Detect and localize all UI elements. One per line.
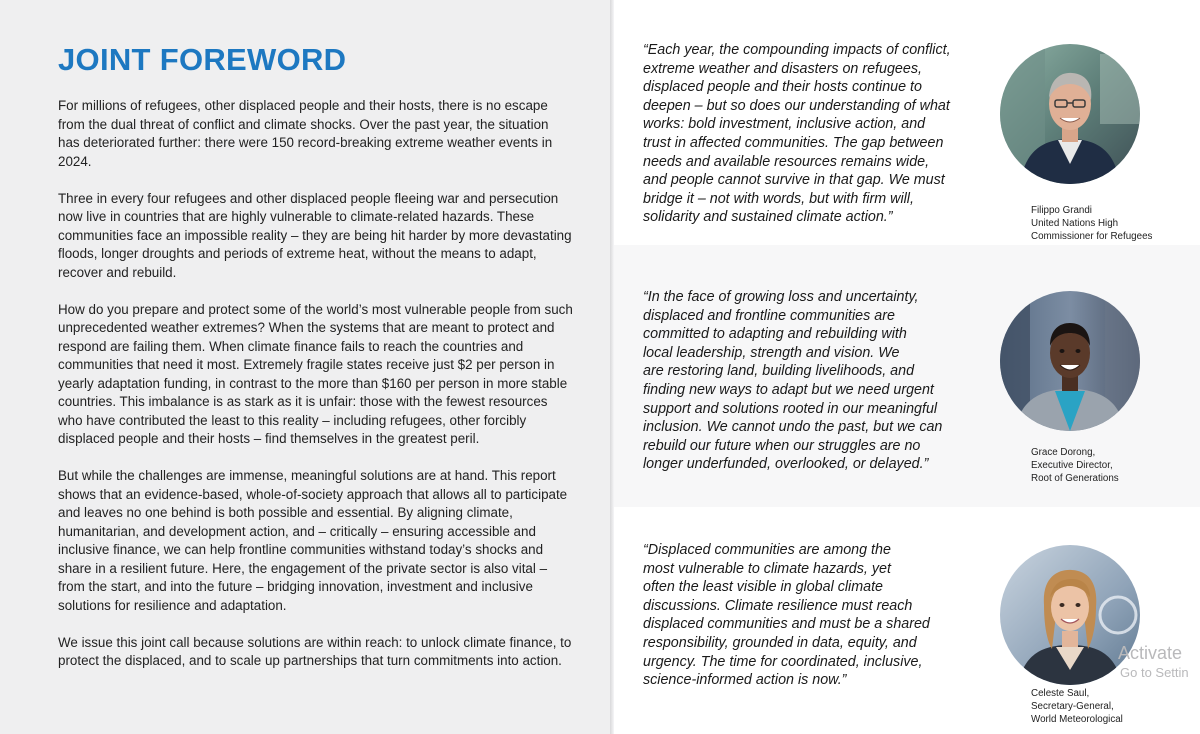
attribution: Grace Dorong, Executive Director, Root of Generations	[1031, 447, 1119, 484]
quote-block-saul	[614, 507, 1200, 734]
quote-block-dorong	[614, 245, 1200, 507]
page-title: JOINT FOREWORD	[58, 42, 347, 77]
paragraph: Three in every four refugees and other displaced people fleeing war and persecution now live in countries that are highly vulnerable to climate-related hazards. These communities face an impossible reality – they are being hit harder by more devastating floods, longer droughts and periods of extreme heat, without the means to adapt, recover and rebuild.	[58, 190, 572, 280]
portrait-photo	[1000, 291, 1140, 431]
right-page	[614, 0, 1200, 734]
watermark-line-2: Go to Settin	[1120, 665, 1189, 680]
attribution: Filippo Grandi United Nations High Commissioner for Refugees	[1031, 205, 1153, 242]
quote-text: “Displaced communities are among the most vulnerable to climate hazards, yet often the least visible in global climate discussions. Climate resilience must reach displaced communities and must be a shared responsibility, grounded in data, equity, and urgency. The time for coordinated, inclusive, science-informed action is now.”	[643, 542, 930, 689]
paragraph: We issue this joint call because solutions are within reach: to unlock climate finance, to protect the displaced, and to scale up partnerships that turn commitments into action.	[58, 634, 572, 668]
portrait-photo	[1000, 44, 1140, 184]
quote-text: “In the face of growing loss and uncertainty, displaced and frontline communities are committed to adapting and rebuilding with local leadership, strength and vision. We are restoring land, building livelihoods, and finding new ways to adapt but we need urgent support and solutions rooted in our meaningful inclusion. We cannot undo the past, but we can rebuild our future when our struggles are no longer underfunded, overlooked, or delayed.”	[643, 289, 943, 473]
watermark-line-1: Activate	[1118, 643, 1183, 663]
portrait-dorong-image	[1000, 291, 1140, 431]
quote-text: “Each year, the compounding impacts of conflict, extreme weather and disasters on refugees, displaced people and their hosts continue to deepen – but so does our understanding of what works: bold investment, inclusive action, and trust in affected communities. The gap between needs and available resources remains wide, and people cannot survive in that gap. We must bridge it – not with words, but with firm will, solidarity and sustained climate action.”	[643, 42, 951, 226]
paragraph: For millions of refugees, other displaced people and their hosts, there is no escape from the dual threat of conflict and climate shocks. Over the past year, the situation has deteriorated further: there were 150 record-breaking extreme weather events in 2024.	[58, 98, 553, 169]
paragraph: How do you prepare and protect some of the world’s most vulnerable people from such unprecedented weather extremes? When the systems that are meant to protect and respond are failing them. When climate finance fails to reach the countries and communities that need it most. Extremely fragile states receive just $2 per person in yearly adaptation funding, in contrast to the more than $160 per person in more stable countries. This imbalance is as stark as it is unfair: those with the fewest resources who have contributed the least to this reality – including refugees, other forcibly displaced people and their hosts – find themselves in the greatest peril.	[58, 301, 573, 446]
activation-watermark	[1118, 642, 1189, 681]
paragraph: But while the challenges are immense, meaningful solutions are at hand. This report shows that an evidence-based, whole-of-society approach that allows all to participate and leaves no one behind is both possible and essential. By aligning climate, humanitarian, and development action, and – critically – ensuring accessible and inclusive finance, we can help frontline communities withstand today’s shocks and share in a resilient future. Here, the engagement of the private sector is also vital – from the start, and into the future – bridging innovation, investment and inclusive solutions for resilience and adaptation.	[58, 468, 568, 613]
foreword-body	[58, 97, 573, 689]
attribution: Celeste Saul, Secretary-General, World Meteorological	[1031, 688, 1123, 725]
portrait-grandi-image	[1000, 44, 1140, 184]
quote-block-grandi	[614, 0, 1200, 245]
